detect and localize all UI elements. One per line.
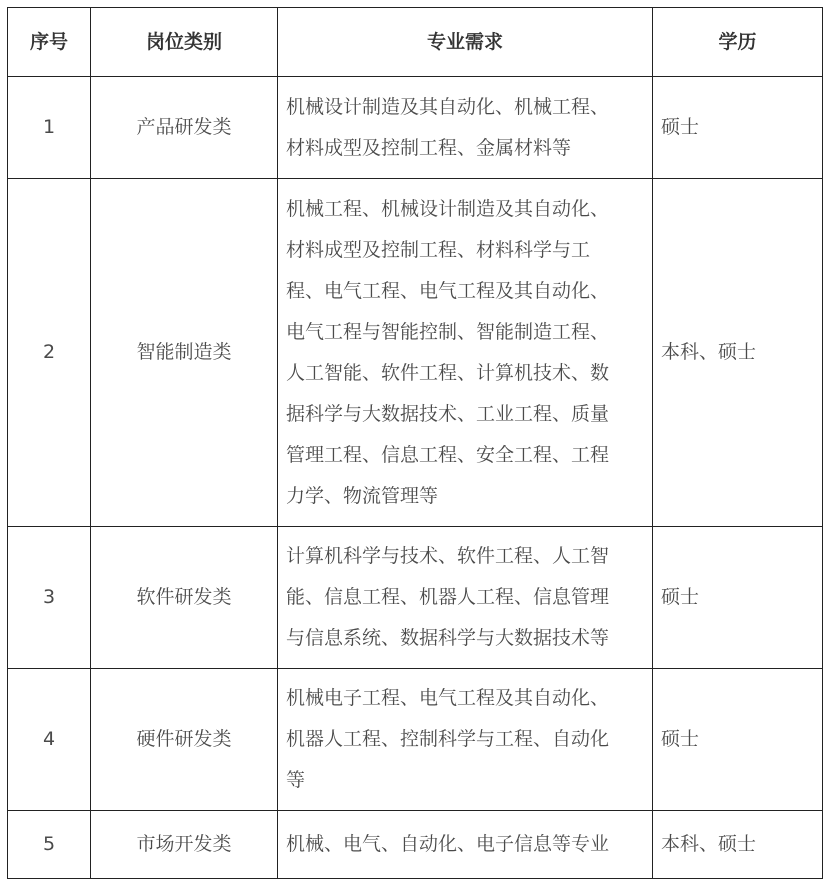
header-category: 岗位类别 bbox=[91, 8, 278, 77]
header-index: 序号 bbox=[8, 8, 91, 77]
row-category: 产品研发类 bbox=[91, 77, 278, 179]
row-major: 计算机科学与技术、软件工程、人工智 能、信息工程、机器人工程、信息管理 与信息系统、数据科学与大数据技术等 bbox=[278, 527, 653, 669]
table-row bbox=[8, 669, 823, 811]
row-education: 本科、硕士 bbox=[653, 179, 823, 527]
row-education: 本科、硕士 bbox=[653, 811, 823, 879]
row-index: 1 bbox=[8, 77, 91, 179]
table-row bbox=[8, 179, 823, 527]
row-education: 硕士 bbox=[653, 669, 823, 811]
row-category: 软件研发类 bbox=[91, 527, 278, 669]
row-education: 硕士 bbox=[653, 77, 823, 179]
row-category: 智能制造类 bbox=[91, 179, 278, 527]
row-major: 机械工程、机械设计制造及其自动化、 材料成型及控制工程、材料科学与工 程、电气工程、电气工程及其自动化、 电气工程与智能控制、智能制造工程、 人工智能、软件工程、计算机技术、数 据科学与大数据技术、工业工程、质量 管理工程、信息工程、安全工程、工程 力学、物流管理等 bbox=[278, 179, 653, 527]
row-index: 3 bbox=[8, 527, 91, 669]
row-category: 硬件研发类 bbox=[91, 669, 278, 811]
row-major: 机械设计制造及其自动化、机械工程、 材料成型及控制工程、金属材料等 bbox=[278, 77, 653, 179]
row-index: 4 bbox=[8, 669, 91, 811]
row-category: 市场开发类 bbox=[91, 811, 278, 879]
row-education: 硕士 bbox=[653, 527, 823, 669]
row-index: 5 bbox=[8, 811, 91, 879]
table-row bbox=[8, 811, 823, 879]
header-row bbox=[8, 8, 823, 77]
row-major: 机械、电气、自动化、电子信息等专业 bbox=[278, 811, 653, 879]
row-index: 2 bbox=[8, 179, 91, 527]
row-major: 机械电子工程、电气工程及其自动化、 机器人工程、控制科学与工程、自动化 等 bbox=[278, 669, 653, 811]
header-education: 学历 bbox=[653, 8, 823, 77]
table-row bbox=[8, 527, 823, 669]
header-major: 专业需求 bbox=[278, 8, 653, 77]
recruitment-table bbox=[7, 7, 823, 879]
table-row bbox=[8, 77, 823, 179]
